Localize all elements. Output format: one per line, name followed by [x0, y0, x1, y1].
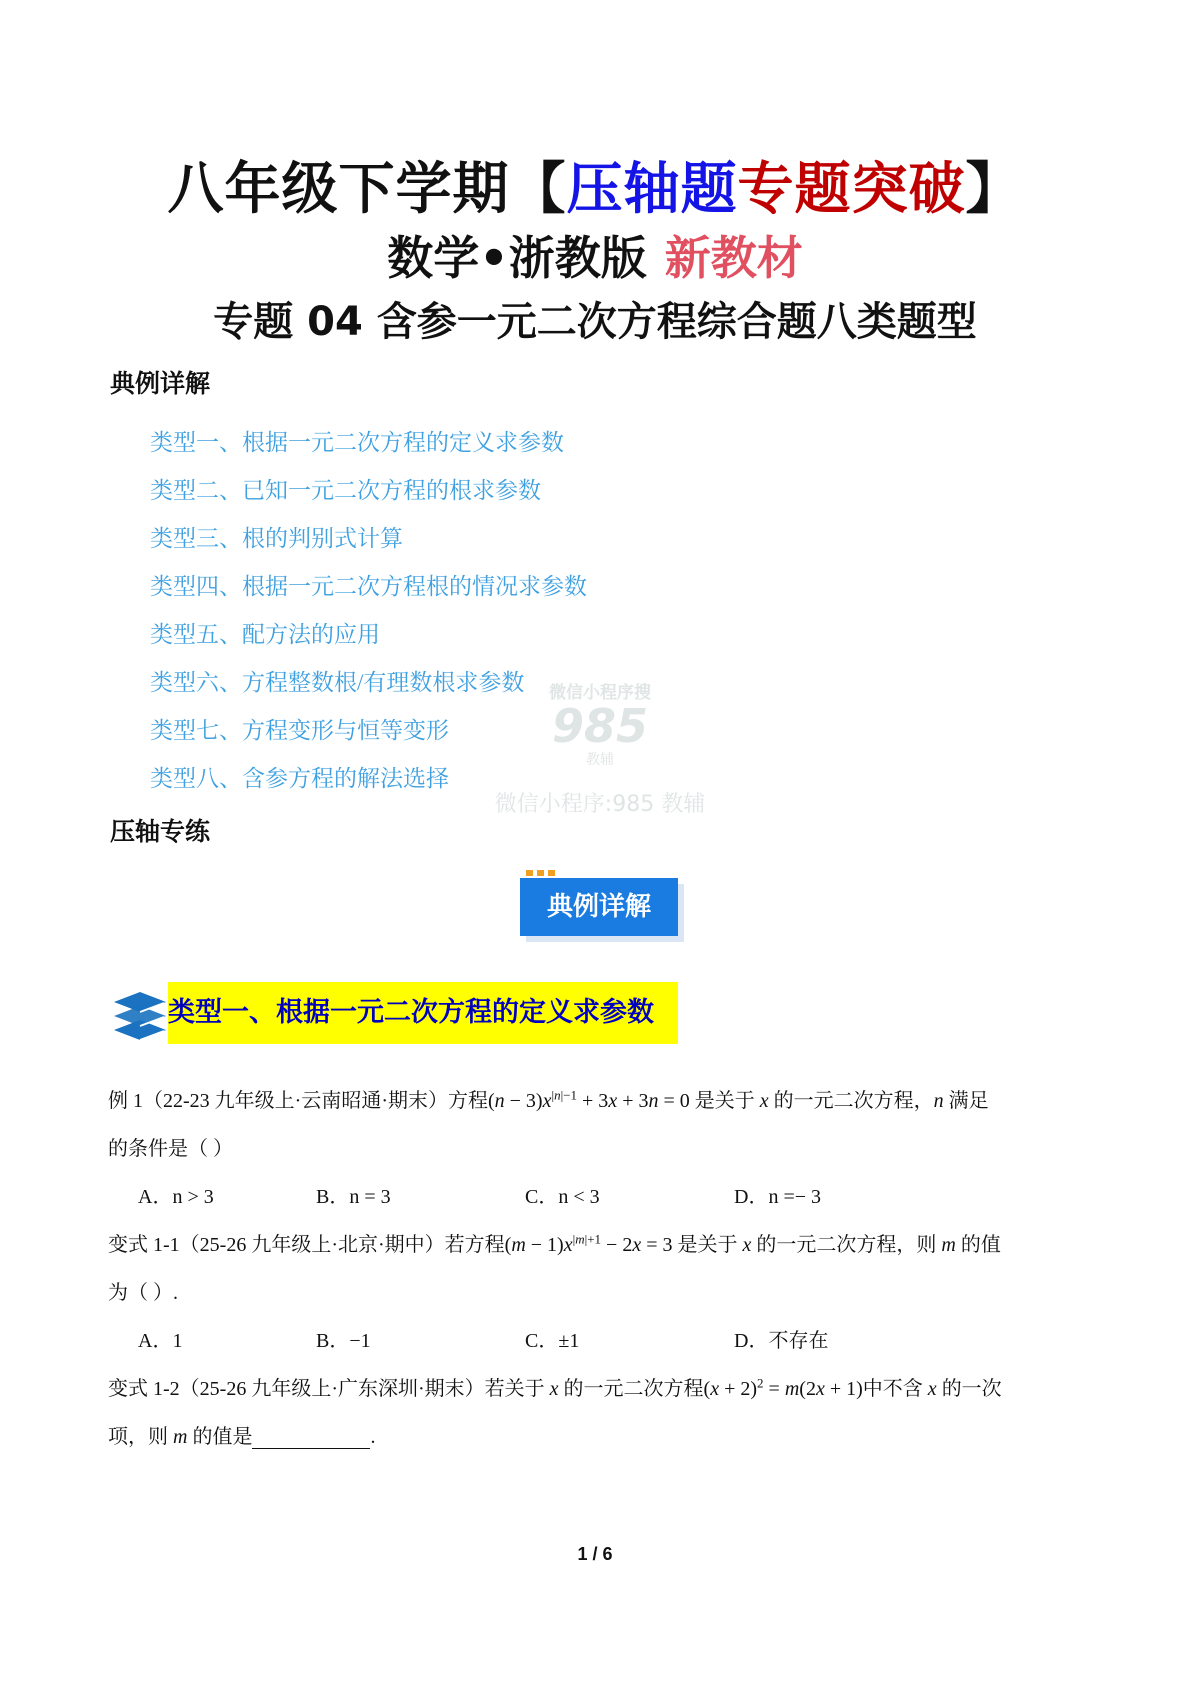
text: 的一元二次方程，则: [751, 1234, 942, 1256]
banner-dots: [526, 870, 556, 876]
example-banner: 典例详解: [520, 878, 678, 936]
document-title: [0, 145, 1190, 225]
toc-item[interactable]: 类型四、根据一元二次方程根的情况求参数: [150, 574, 587, 599]
title-blue: 压轴题: [566, 157, 738, 222]
option-b: B．−1: [316, 1330, 371, 1352]
option-d: D．n =− 3: [734, 1186, 822, 1208]
text: 中不含: [862, 1378, 928, 1400]
option-a: A．n > 3: [138, 1186, 214, 1208]
text: 的值: [955, 1234, 1001, 1256]
option-d: D．不存在: [734, 1330, 829, 1352]
text: 是关于: [672, 1234, 743, 1256]
watermark-bottom: 微信小程序:985 教辅: [494, 792, 706, 817]
page-number: 1 / 6: [577, 1544, 613, 1564]
text: 变式 1-1（25-26 九年级上·北京·期中）若方程(: [108, 1234, 512, 1256]
toc-item[interactable]: 类型一、根据一元二次方程的定义求参数: [150, 430, 564, 455]
section-heading-practice: 压轴专练: [110, 817, 211, 846]
section-heading-examples: 典例详解: [110, 369, 211, 398]
example1-line2: 的条件是（ ）: [108, 1138, 233, 1160]
text: 项，则: [108, 1426, 173, 1448]
toc-item[interactable]: 类型二、已知一元二次方程的根求参数: [150, 478, 541, 503]
text: 的一元二次方程，: [768, 1090, 934, 1112]
text: 变式 1-2（25-26 九年级上·广东深圳·期末）若关于: [108, 1378, 550, 1400]
subtitle-highlight: 新教材: [664, 231, 803, 285]
toc-item[interactable]: 类型八、含参方程的解法选择: [150, 766, 449, 791]
topic-title: 专题 04 含参一元二次方程综合题八类题型: [213, 299, 977, 345]
text: 的值是: [187, 1426, 253, 1448]
option-b: B．n = 3: [316, 1186, 391, 1208]
subtitle-main: 数学•浙教版: [387, 231, 647, 285]
toc-item[interactable]: 类型七、方程变形与恒等变形: [150, 718, 449, 743]
subtitle: [0, 222, 1190, 288]
option-c: C．n < 3: [525, 1186, 600, 1208]
title-prefix: 八年级下学期【: [167, 157, 567, 222]
text: 是关于: [689, 1090, 760, 1112]
variant12-line1: 变式 1-2（25-26 九年级上·广东深圳·期末）若关于 x 的一元二次方程$(x + 2)^2 = m(2x + 1)$中不含 x 的一次: [108, 1375, 1002, 1400]
variant11-line2: 为（ ）.: [108, 1282, 178, 1304]
books-icon: [110, 988, 168, 1049]
title-suffix: 】: [965, 157, 1023, 222]
toc-item[interactable]: 类型三、根的判别式计算: [150, 526, 403, 551]
watermark-number: 985: [551, 699, 649, 753]
type1-heading: 类型一、根据一元二次方程的定义求参数: [168, 982, 678, 1044]
text: 的一元二次方程: [558, 1378, 704, 1400]
option-a: A．1: [138, 1330, 183, 1352]
watermark-top: 微信小程序搜: [549, 683, 651, 702]
text: 满足: [943, 1090, 989, 1112]
toc-item[interactable]: 类型六、方程整数根/有理数根求参数: [150, 670, 525, 695]
title-red: 专题突破: [737, 157, 966, 222]
toc-item[interactable]: 类型五、配方法的应用: [150, 622, 380, 647]
watermark-sub: 教辅: [586, 753, 614, 768]
example1-line1: 例 1（22-23 九年级上·云南昭通·期末）方程$(n - 3)x^{|n|-1} + 3x + 3n = 0$ 是关于 x 的一元二次方程，n 满足: [108, 1087, 989, 1112]
text: 的一次: [936, 1378, 1002, 1400]
answer-blank: [252, 1428, 370, 1449]
option-c: C．±1: [525, 1330, 580, 1352]
variant12-line2: 项，则 m 的值是 .: [108, 1426, 376, 1448]
variant11-line1: 变式 1-1（25-26 九年级上·北京·期中）若方程$(m - 1)x^{|m|+1} - 2x = 3$ 是关于 x 的一元二次方程，则 m 的值: [108, 1231, 1001, 1256]
watermark: [480, 670, 720, 830]
text: 例 1（22-23 九年级上·云南昭通·期末）方程(: [108, 1090, 495, 1112]
text: .: [370, 1426, 376, 1448]
